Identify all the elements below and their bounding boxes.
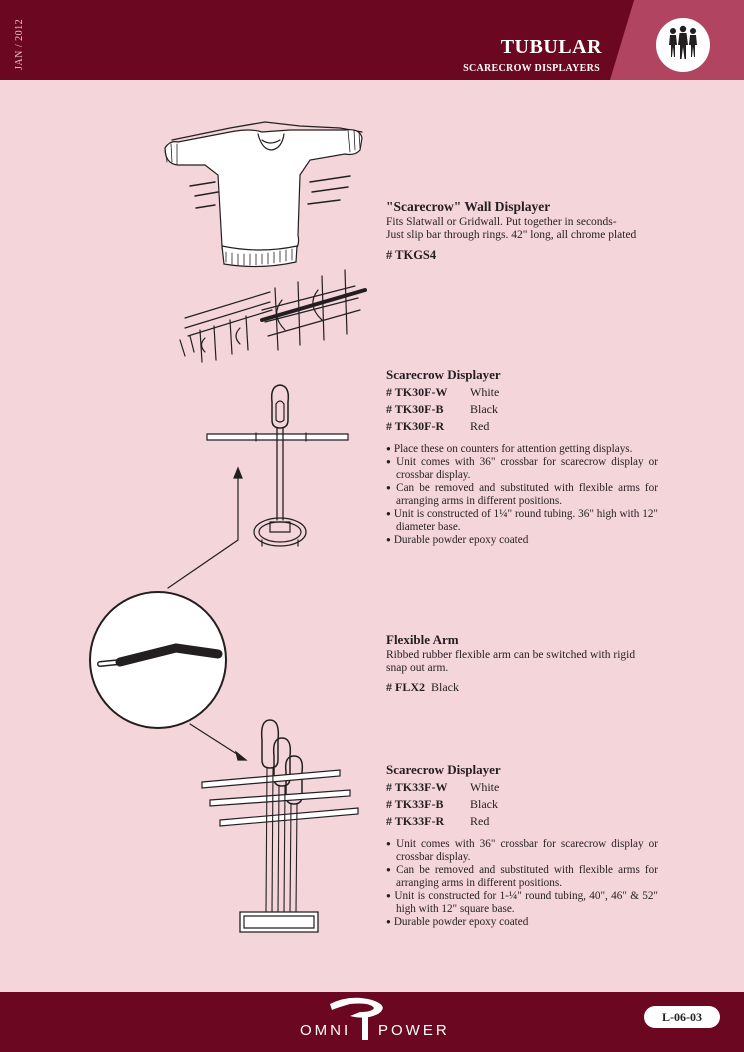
bullet-item: ● Unit is constructed for 1-¼" round tubing, 40", 46" & 52" high with 12" square base. <box>386 890 658 916</box>
variant-code: # TK30F-R <box>386 419 445 433</box>
bullet-item: ● Place these on counters for attention getting displays. <box>386 443 658 456</box>
page-title: TUBULAR <box>500 36 602 58</box>
issue-date: JAN / 2012 <box>14 18 25 70</box>
tk30-heading: Scarecrow Displayer <box>386 367 501 382</box>
variant-code: # TK33F-W <box>386 780 448 794</box>
variant-color: Black <box>470 402 498 416</box>
bullet-item: ● Durable powder epoxy coated <box>386 916 658 929</box>
variant-color: White <box>470 385 500 399</box>
variant-code: # TK30F-W <box>386 385 448 399</box>
variant-code: # TK33F-R <box>386 814 445 828</box>
flex-heading: Flexible Arm <box>386 632 459 647</box>
wall-line-1: Fits Slatwall or Gridwall. Put together in seconds- <box>386 216 617 228</box>
bullet-item: ● Durable powder epoxy coated <box>386 534 658 547</box>
bullet-item: ● Can be removed and substituted with flexible arms for arranging arms in different positions. <box>386 482 658 508</box>
wall-heading: "Scarecrow" Wall Displayer <box>386 199 551 214</box>
variant-code: # TK33F-B <box>386 797 444 811</box>
brand-power: POWER <box>378 1022 450 1039</box>
variant-code: # TK30F-B <box>386 402 444 416</box>
flex-line-2: snap out arm. <box>386 662 449 674</box>
page-number: L-06-03 <box>644 1006 720 1028</box>
brand-omni: OMNI <box>300 1022 352 1039</box>
variant-color: Red <box>470 419 490 433</box>
bullet-item: ● Unit is constructed of 1¼" round tubing. 36" high with 12" diameter base. <box>386 508 658 534</box>
bullet-item: ● Unit comes with 36" crossbar for scarecrow display or crossbar display. <box>386 838 658 864</box>
tk33-heading: Scarecrow Displayer <box>386 762 501 777</box>
bullet-item: ● Unit comes with 36" crossbar for scarecrow display or crossbar display. <box>386 456 658 482</box>
wall-line-2: Just slip bar through rings. 42" long, all chrome plated <box>386 229 637 241</box>
flex-code: # FLX2 <box>386 680 425 694</box>
variant-color: Red <box>470 814 490 828</box>
bullet-item: ● Can be removed and substituted with flexible arms for arranging arms in different positions. <box>386 864 658 890</box>
page-subtitle: SCARECROW DISPLAYERS <box>463 63 600 74</box>
flex-color: Black <box>431 680 459 694</box>
variant-color: Black <box>470 797 498 811</box>
variant-color: White <box>470 780 500 794</box>
flex-line-1: Ribbed rubber flexible arm can be switched with rigid <box>386 649 636 661</box>
wall-code: # TKGS4 <box>386 248 437 262</box>
